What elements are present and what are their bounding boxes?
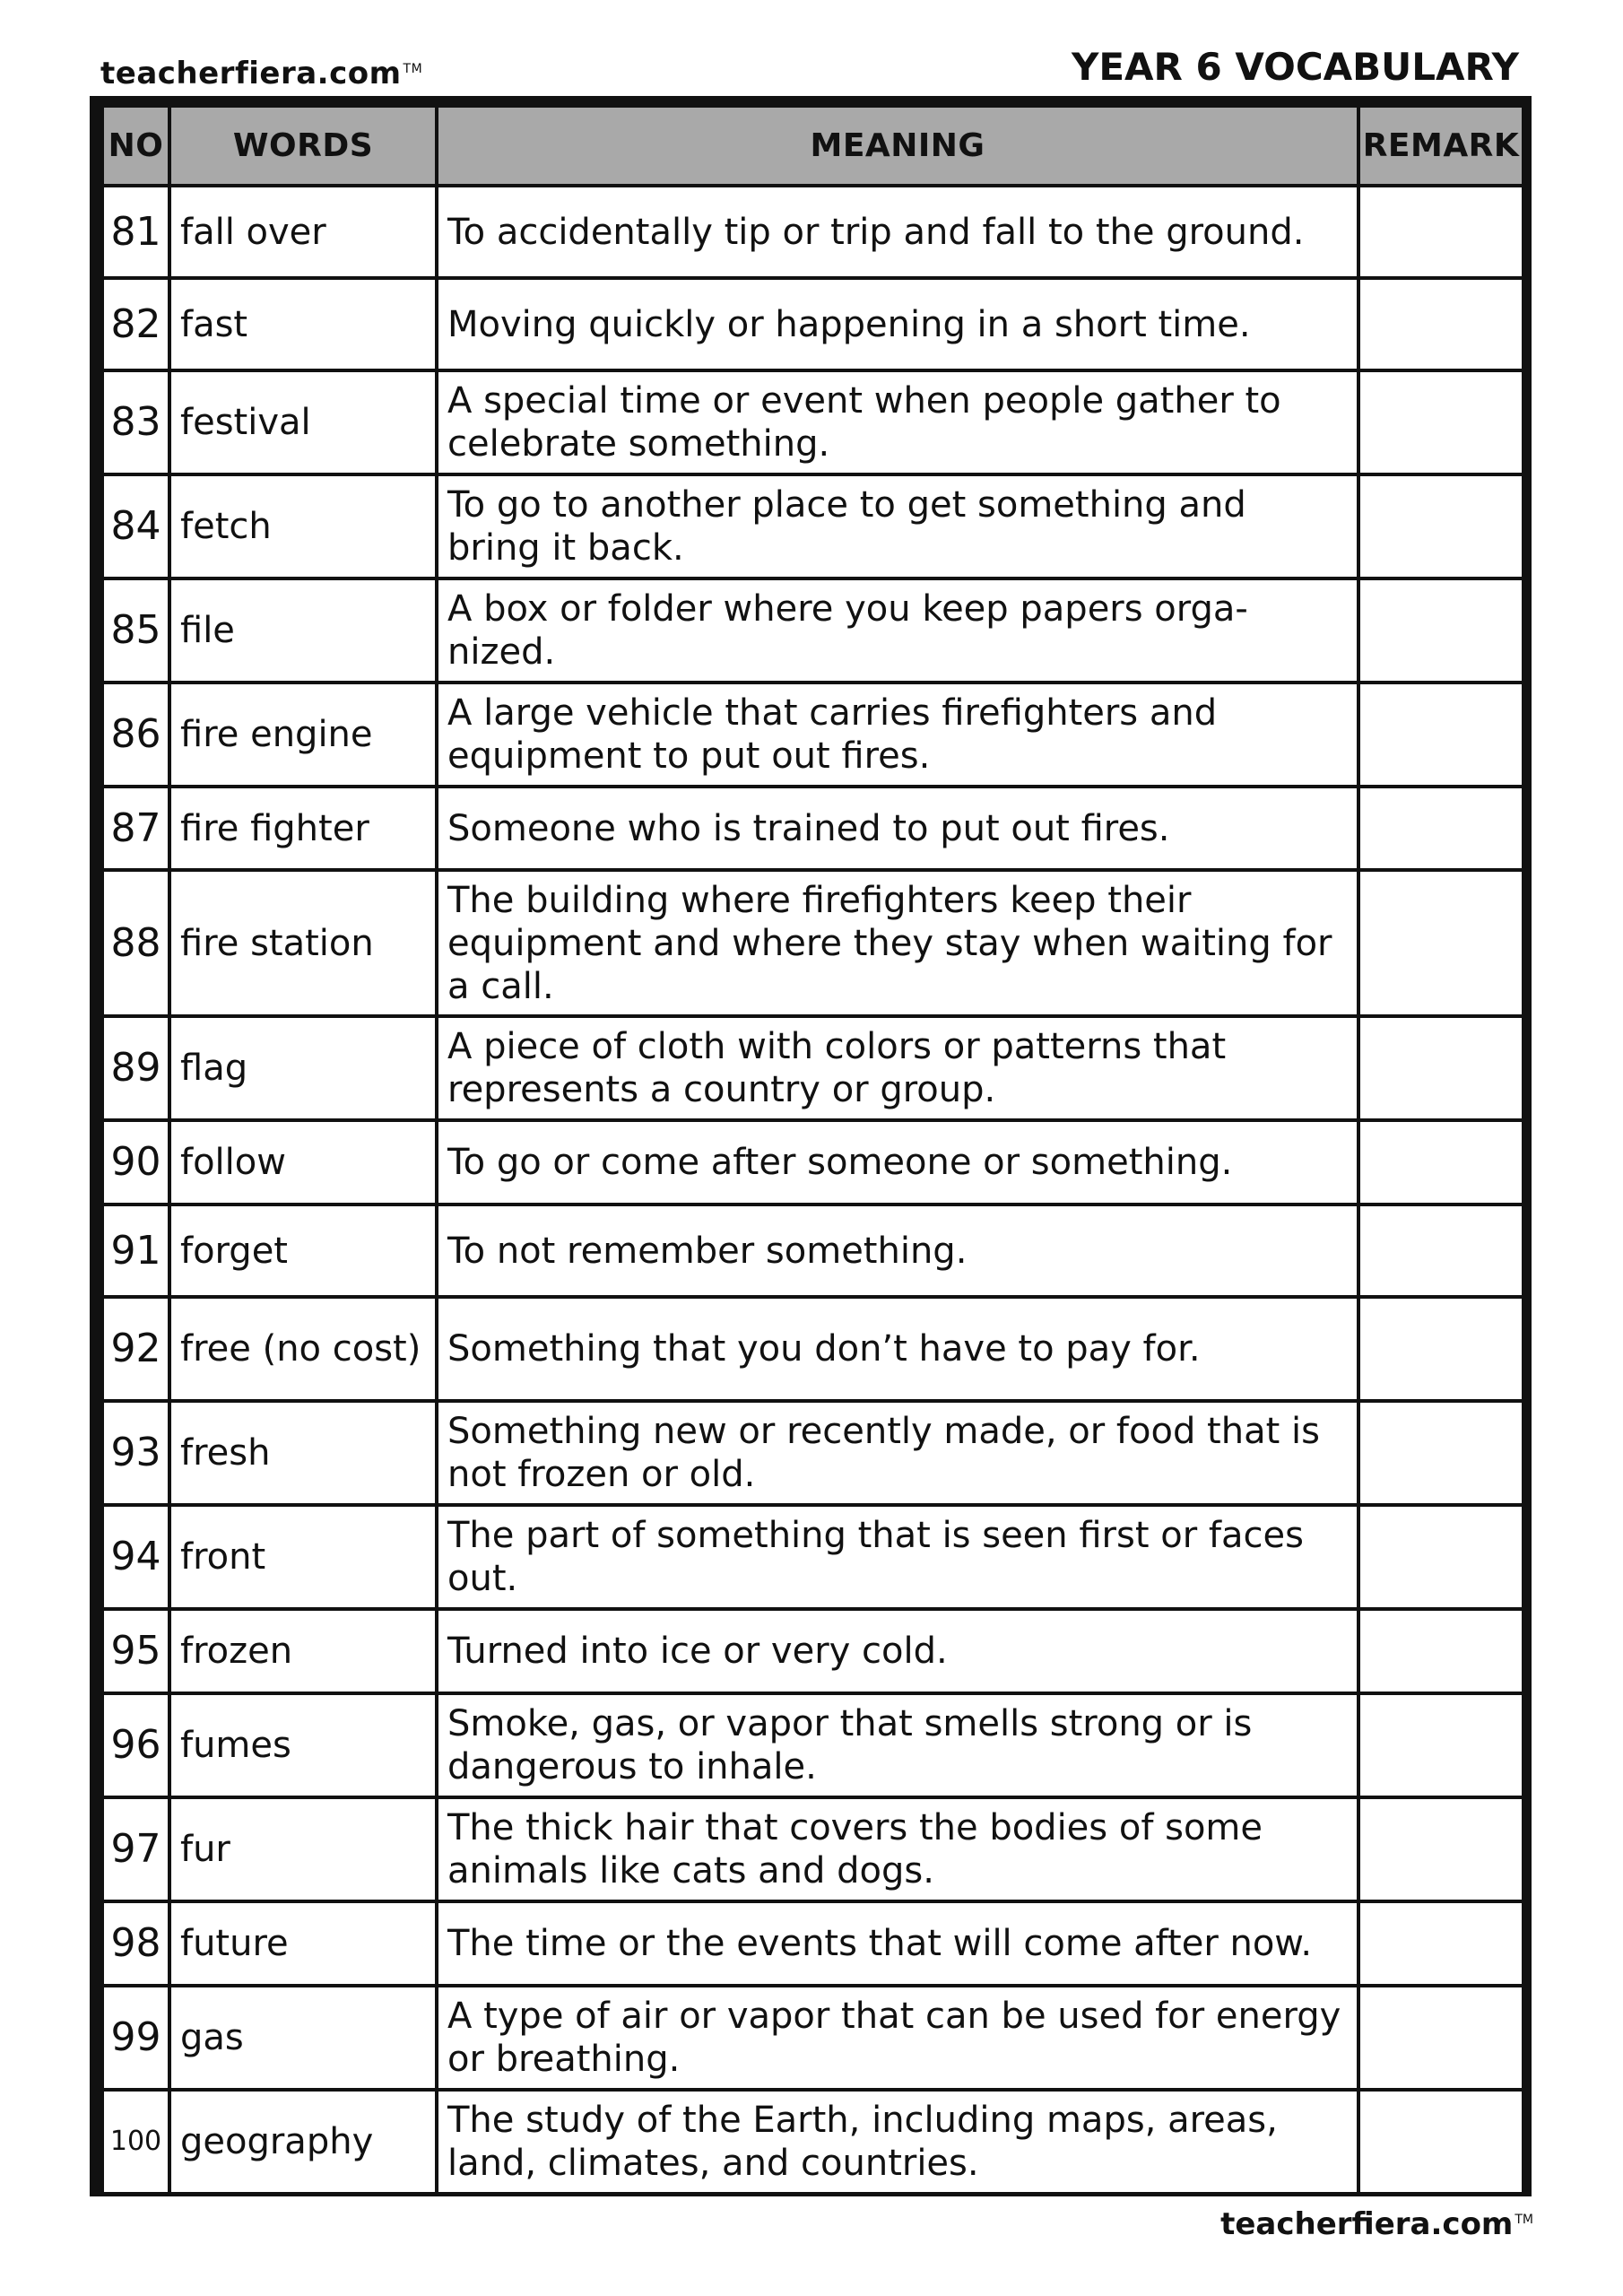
row-word: fire station: [169, 870, 437, 1016]
row-remark: [1358, 870, 1523, 1016]
row-remark: [1358, 1986, 1523, 2090]
table-row: [102, 787, 1523, 870]
table-row: [102, 474, 1523, 578]
column-header-words: WORDS: [169, 106, 437, 186]
row-number: 97: [102, 1797, 169, 1901]
table-row: [102, 1016, 1523, 1120]
row-number: 88: [102, 870, 169, 1016]
row-number: 100: [102, 2090, 169, 2194]
row-word: forget: [169, 1205, 437, 1297]
brand-logo-bottom: [1220, 2206, 1533, 2242]
row-meaning: The study of the Earth, including maps, areas, land, climates, and countries.: [437, 2090, 1358, 2194]
row-word: flag: [169, 1016, 437, 1120]
row-remark: [1358, 1016, 1523, 1120]
trademark-mark: TM: [1515, 2212, 1533, 2227]
row-remark: [1358, 1297, 1523, 1401]
row-number: 96: [102, 1693, 169, 1797]
column-header-remark: REMARK: [1358, 106, 1523, 186]
table-row: [102, 2090, 1523, 2194]
row-remark: [1358, 186, 1523, 278]
row-meaning: A piece of cloth with colors or patterns that represents a country or group.: [437, 1016, 1358, 1120]
row-number: 84: [102, 474, 169, 578]
row-word: fast: [169, 278, 437, 370]
column-header-meaning: MEANING: [437, 106, 1358, 186]
table-row: [102, 1205, 1523, 1297]
table-row: [102, 870, 1523, 1016]
row-word: front: [169, 1505, 437, 1609]
row-remark: [1358, 1693, 1523, 1797]
row-meaning: Turned into ice or very cold.: [437, 1609, 1358, 1693]
row-number: 95: [102, 1609, 169, 1693]
row-meaning: A type of air or vapor that can be used for energy or breathing.: [437, 1986, 1358, 2090]
row-meaning: A large vehicle that carries firefighters and equipment to put out fires.: [437, 683, 1358, 787]
row-meaning: Moving quickly or happening in a short time.: [437, 278, 1358, 370]
table-row: [102, 1120, 1523, 1205]
table-header-row: [102, 106, 1523, 186]
row-remark: [1358, 1609, 1523, 1693]
vocabulary-sheet: [90, 96, 1532, 2196]
row-remark: [1358, 370, 1523, 474]
row-word: fire fighter: [169, 787, 437, 870]
row-remark: [1358, 1505, 1523, 1609]
row-word: follow: [169, 1120, 437, 1205]
row-remark: [1358, 1901, 1523, 1986]
row-word: fetch: [169, 474, 437, 578]
row-word: frozen: [169, 1609, 437, 1693]
trademark-mark: TM: [403, 61, 423, 76]
table-row: [102, 1986, 1523, 2090]
row-meaning: The thick hair that covers the bodies of some animals like cats and dogs.: [437, 1797, 1358, 1901]
row-number: 93: [102, 1401, 169, 1505]
row-number: 98: [102, 1901, 169, 1986]
row-remark: [1358, 683, 1523, 787]
row-word: festival: [169, 370, 437, 474]
row-word: fresh: [169, 1401, 437, 1505]
column-header-no: NO: [102, 106, 169, 186]
row-number: 90: [102, 1120, 169, 1205]
table-row: [102, 1609, 1523, 1693]
row-remark: [1358, 1797, 1523, 1901]
row-meaning: To go to another place to get something and bring it back.: [437, 474, 1358, 578]
row-number: 94: [102, 1505, 169, 1609]
row-number: 81: [102, 186, 169, 278]
row-meaning: To go or come after someone or something.: [437, 1120, 1358, 1205]
table-row: [102, 1505, 1523, 1609]
row-remark: [1358, 278, 1523, 370]
brand-text: teacherfiera.com: [100, 56, 402, 91]
row-word: fall over: [169, 186, 437, 278]
row-number: 85: [102, 578, 169, 683]
row-word: gas: [169, 1986, 437, 2090]
row-word: fur: [169, 1797, 437, 1901]
table-row: [102, 370, 1523, 474]
row-meaning: Smoke, gas, or vapor that smells strong or is dangerous to inhale.: [437, 1693, 1358, 1797]
row-meaning: Someone who is trained to put out fires.: [437, 787, 1358, 870]
vocabulary-table: [100, 104, 1525, 2196]
row-number: 83: [102, 370, 169, 474]
row-number: 87: [102, 787, 169, 870]
table-row: [102, 1401, 1523, 1505]
row-meaning: Something that you don’t have to pay for.: [437, 1297, 1358, 1401]
table-row: [102, 1797, 1523, 1901]
row-remark: [1358, 1205, 1523, 1297]
row-remark: [1358, 474, 1523, 578]
table-row: [102, 578, 1523, 683]
table-row: [102, 278, 1523, 370]
row-remark: [1358, 1401, 1523, 1505]
table-row: [102, 1297, 1523, 1401]
brand-logo-top: [100, 56, 422, 91]
row-meaning: The building where firefighters keep their equipment and where they stay when waiting for a call.: [437, 870, 1358, 1016]
table-row: [102, 186, 1523, 278]
row-remark: [1358, 1120, 1523, 1205]
row-meaning: A box or folder where you keep papers orga-nized.: [437, 578, 1358, 683]
row-word: fire engine: [169, 683, 437, 787]
row-number: 89: [102, 1016, 169, 1120]
table-row: [102, 1901, 1523, 1986]
row-remark: [1358, 578, 1523, 683]
row-remark: [1358, 2090, 1523, 2194]
table-row: [102, 683, 1523, 787]
row-number: 86: [102, 683, 169, 787]
row-meaning: Something new or recently made, or food that is not frozen or old.: [437, 1401, 1358, 1505]
row-word: free (no cost): [169, 1297, 437, 1401]
row-word: file: [169, 578, 437, 683]
row-number: 91: [102, 1205, 169, 1297]
table-row: [102, 1693, 1523, 1797]
row-meaning: A special time or event when people gather to celebrate something.: [437, 370, 1358, 474]
row-meaning: To not remember something.: [437, 1205, 1358, 1297]
brand-text: teacherfiera.com: [1220, 2206, 1514, 2242]
row-meaning: The time or the events that will come after now.: [437, 1901, 1358, 1986]
row-meaning: To accidentally tip or trip and fall to the ground.: [437, 186, 1358, 278]
row-meaning: The part of something that is seen first or faces out.: [437, 1505, 1358, 1609]
row-remark: [1358, 787, 1523, 870]
row-word: future: [169, 1901, 437, 1986]
row-word: fumes: [169, 1693, 437, 1797]
row-number: 99: [102, 1986, 169, 2090]
row-word: geography: [169, 2090, 437, 2194]
row-number: 92: [102, 1297, 169, 1401]
row-number: 82: [102, 278, 169, 370]
page-title: YEAR 6 VOCABULARY: [1071, 45, 1519, 89]
